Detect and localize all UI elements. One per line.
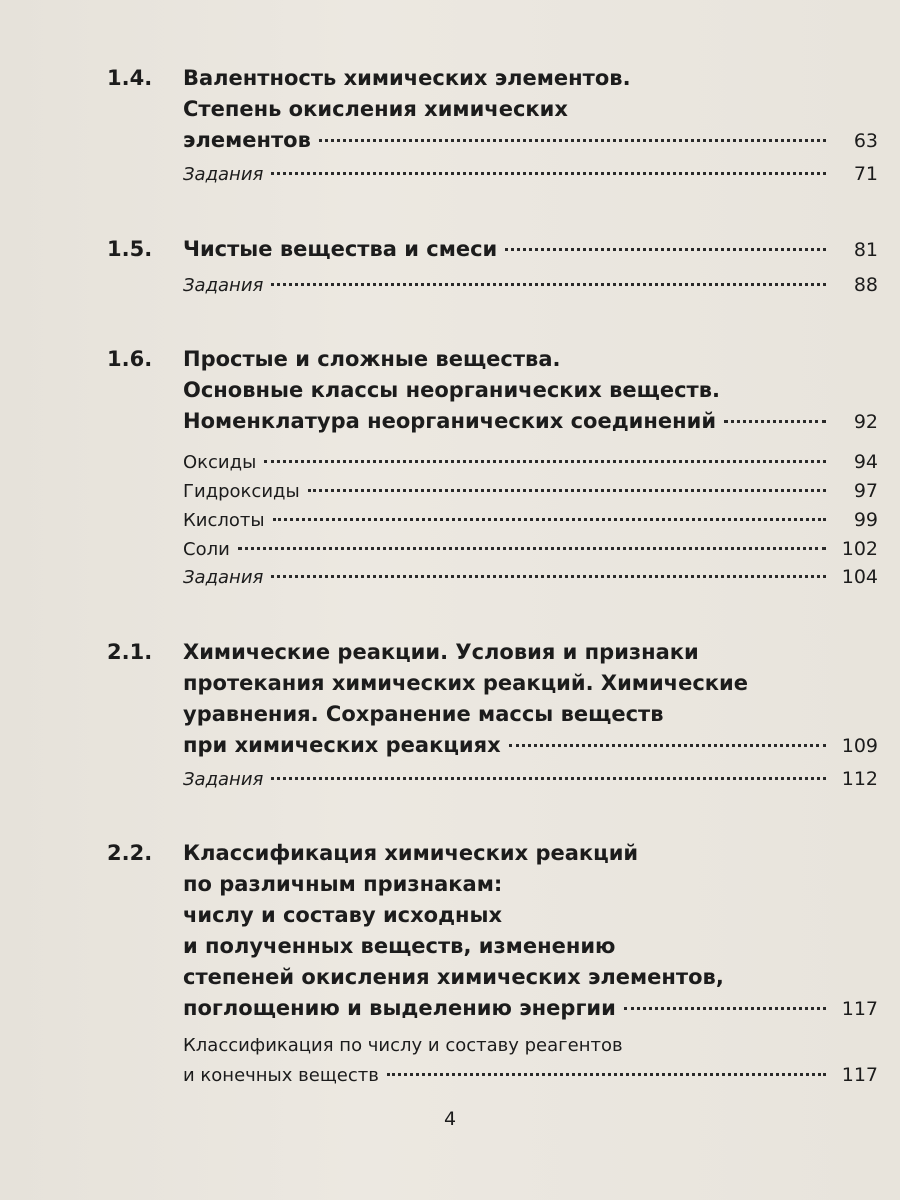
section-title-line: Валентность химических элементов. [183, 66, 631, 90]
section-number: 1.4. [107, 66, 153, 90]
dot-leader [271, 283, 826, 286]
dot-leader [271, 172, 826, 175]
section-title-line: уравнения. Сохранение массы веществ [183, 702, 664, 726]
toc-row [183, 562, 878, 593]
page-ref: 112 [841, 768, 878, 790]
dot-leader [319, 139, 826, 142]
page-ref: 92 [853, 411, 878, 433]
dot-leader [264, 460, 826, 463]
section-title-line: при химических реакциях [183, 733, 501, 757]
section-title-line: элементов [183, 128, 311, 152]
section-title-line: Чистые вещества и смеси [183, 237, 498, 261]
section-number: 1.5. [107, 237, 153, 261]
toc-row [183, 406, 878, 437]
toc-row [183, 730, 878, 761]
page-ref: 63 [853, 130, 878, 152]
dot-leader [271, 575, 826, 578]
section-title-line: Химические реакции. Условия и признаки [183, 640, 699, 664]
page-ref: 104 [841, 566, 878, 588]
page-ref: 88 [853, 274, 878, 296]
page-ref: 94 [853, 451, 878, 473]
tasks-label: Задания [183, 769, 264, 790]
toc-row [183, 993, 878, 1024]
toc-row [183, 125, 878, 156]
subsection-label: и конечных веществ [183, 1065, 379, 1086]
section-title-line: степеней окисления химических элементов, [183, 965, 724, 989]
dot-leader [509, 744, 826, 747]
section-title-line: Основные классы неорганических веществ. [183, 378, 720, 402]
section-title-line: протекания химических реакций. Химические [183, 671, 748, 695]
page-ref: 117 [841, 1064, 878, 1086]
section-title-line: Классификация химических реакций [183, 841, 639, 865]
subsection-label: Соли [183, 539, 230, 560]
toc-row [183, 505, 878, 536]
dot-leader [271, 777, 826, 780]
dot-leader [273, 518, 826, 521]
page-ref: 117 [841, 998, 878, 1020]
subsection-label: Оксиды [183, 452, 257, 473]
page-ref: 97 [853, 480, 878, 502]
subsection-label: Кислоты [183, 510, 265, 531]
page-ref: 102 [841, 538, 878, 560]
page-ref: 71 [853, 163, 878, 185]
section-title-line: Номенклатура неорганических соединений [183, 409, 717, 433]
toc-row [183, 476, 878, 507]
toc-row [183, 534, 878, 565]
page-number: 4 [443, 1108, 457, 1130]
dot-leader [505, 248, 826, 251]
tasks-label: Задания [183, 164, 264, 185]
section-title-line: поглощению и выделению энергии [183, 996, 616, 1020]
toc-row [183, 159, 878, 190]
subsection-label: Классификация по числу и составу реагентов [183, 1035, 623, 1056]
tasks-label: Задания [183, 567, 264, 588]
dot-leader [387, 1073, 826, 1076]
page-ref: 109 [841, 735, 878, 757]
section-title-line: Степень окисления химических [183, 97, 568, 121]
page-ref: 99 [853, 509, 878, 531]
section-title-line: по различным признакам: [183, 872, 503, 896]
tasks-label: Задания [183, 275, 264, 296]
dot-leader [238, 547, 826, 550]
dot-leader [308, 489, 826, 492]
section-number: 2.1. [107, 640, 153, 664]
toc-row [183, 234, 878, 265]
toc-row [183, 764, 878, 795]
section-title-line: Простые и сложные вещества. [183, 347, 561, 371]
dot-leader [724, 420, 826, 423]
dot-leader [624, 1007, 826, 1010]
toc-row [183, 270, 878, 301]
toc-row [183, 1060, 878, 1091]
section-number: 1.6. [107, 347, 153, 371]
section-title-line: числу и составу исходных [183, 903, 503, 927]
toc-row [183, 447, 878, 478]
section-title-line: и полученных веществ, изменению [183, 934, 616, 958]
page-ref: 81 [853, 239, 878, 261]
subsection-label: Гидроксиды [183, 481, 300, 502]
section-number: 2.2. [107, 841, 153, 865]
